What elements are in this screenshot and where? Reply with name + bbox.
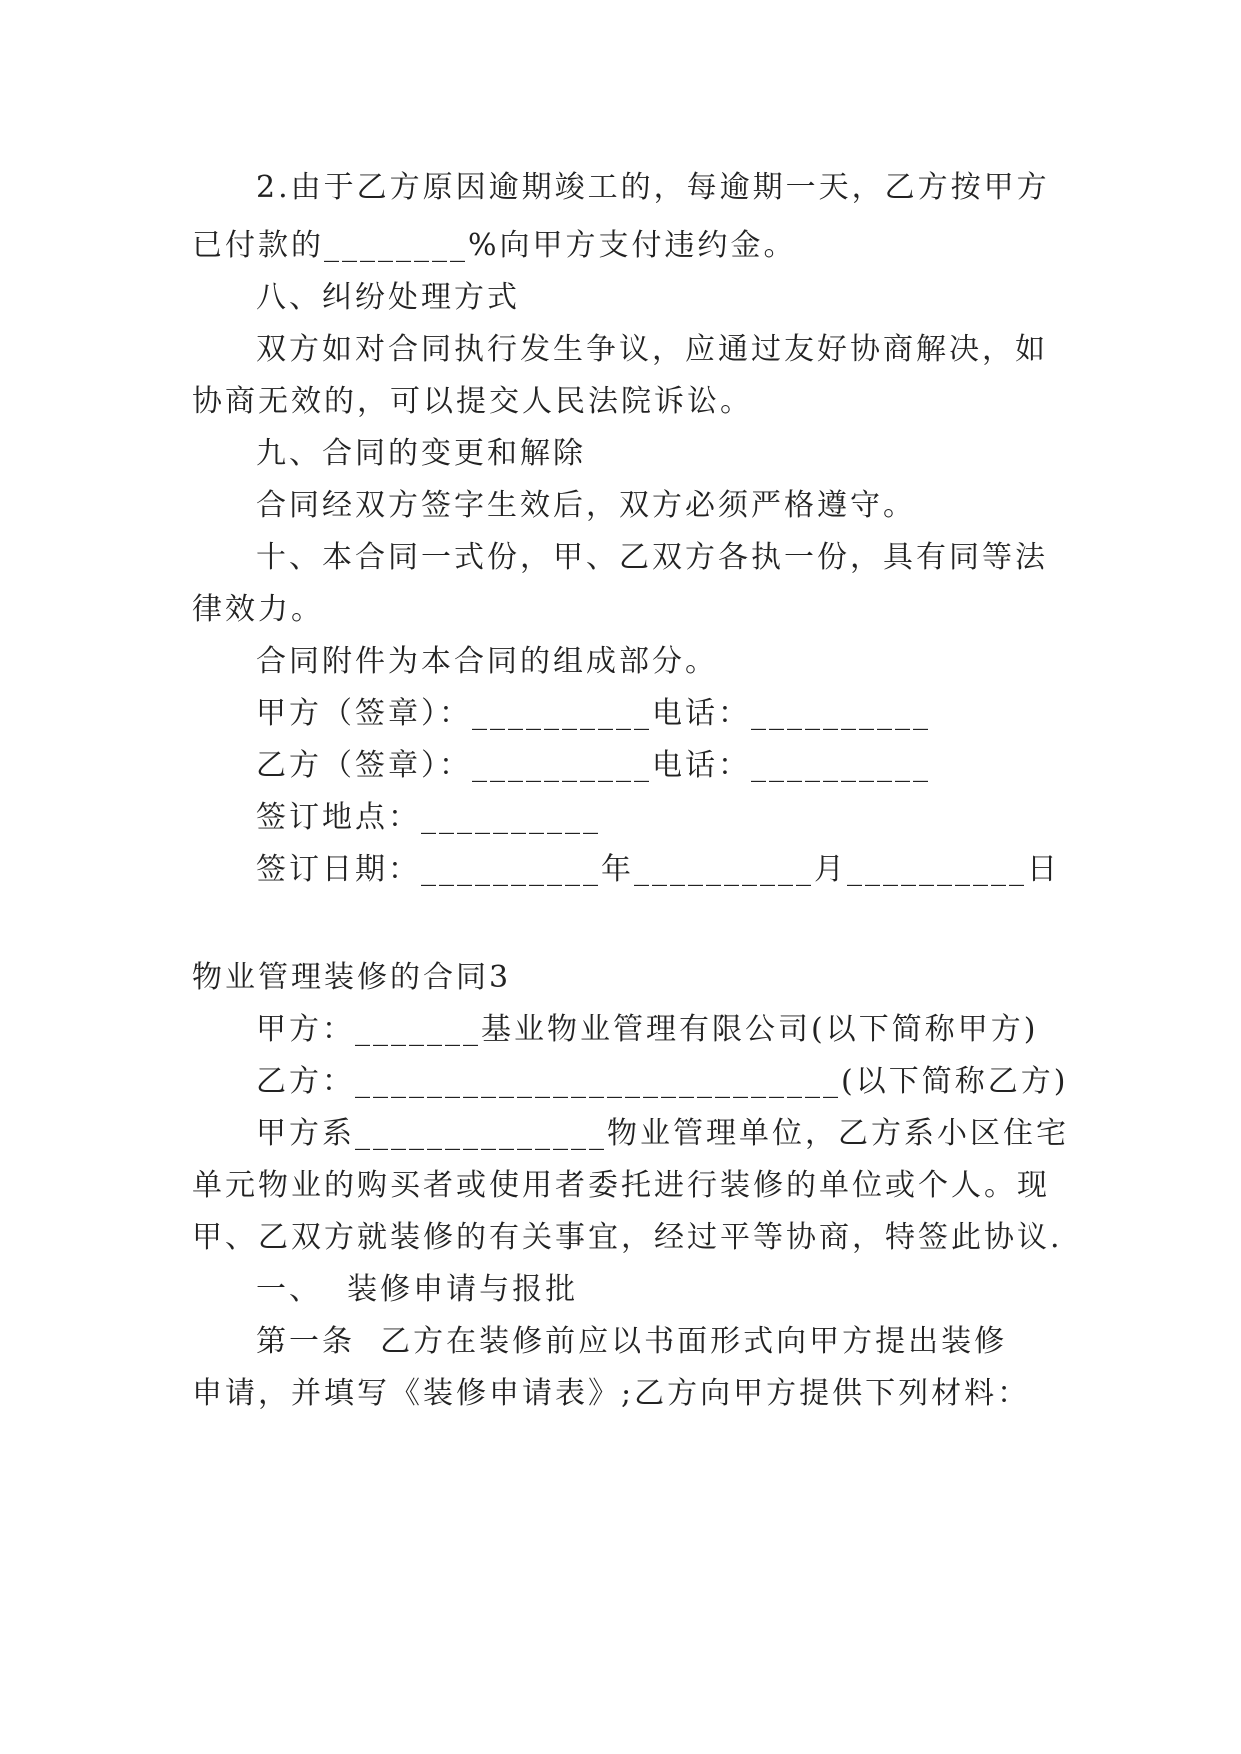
paragraph-line: 合同附件为本合同的组成部分。 [256,644,718,679]
party-a-line: 甲方：_______基业物业管理有限公司(以下简称甲方) [256,1012,1039,1047]
paragraph-line: 甲、乙双方就装修的有关事宜，经过平等协商，特签此协议. [192,1220,1063,1255]
paragraph-line: 律效力。 [192,592,324,627]
party-b-line: 乙方：___________________________(以下简称乙方) [256,1064,1069,1099]
section-heading: 一、 装修申请与报批 [256,1272,579,1307]
paragraph-line: 合同经双方签字生效后，双方必须严格遵守。 [256,488,916,523]
paragraph-line: 双方如对合同执行发生争议，应通过友好协商解决，如 [256,332,1048,367]
signature-line-party-a: 甲方（签章）：__________电话：__________ [256,696,931,731]
signature-line-party-b: 乙方（签章）：__________电话：__________ [256,748,931,783]
paragraph-line: 第一条 乙方在装修前应以书面形式向甲方提出装修 [256,1324,1008,1359]
paragraph-line: 十、本合同一式份，甲、乙双方各执一份，具有同等法 [256,540,1048,575]
paragraph-line: 协商无效的，可以提交人民法院诉讼。 [192,384,753,419]
paragraph-line: 申请，并填写《装修申请表》;乙方向甲方提供下列材料： [192,1376,1031,1411]
signing-place-line: 签订地点：__________ [256,800,601,835]
section-heading: 九、合同的变更和解除 [256,436,586,471]
paragraph-line: 已付款的________%向甲方支付违约金。 [192,228,797,263]
paragraph-line: 单元物业的购买者或使用者委托进行装修的单位或个人。现 [192,1168,1050,1203]
section-heading: 八、纠纷处理方式 [256,280,520,315]
document-title: 物业管理装修的合同3 [192,960,512,995]
signing-date-line: 签订日期：__________年__________月__________日 [256,852,1060,887]
paragraph-line: 甲方系______________物业管理单位，乙方系小区住宅 [256,1116,1069,1151]
paragraph-line: 2.由于乙方原因逾期竣工的，每逾期一天，乙方按甲方 [256,170,1050,205]
